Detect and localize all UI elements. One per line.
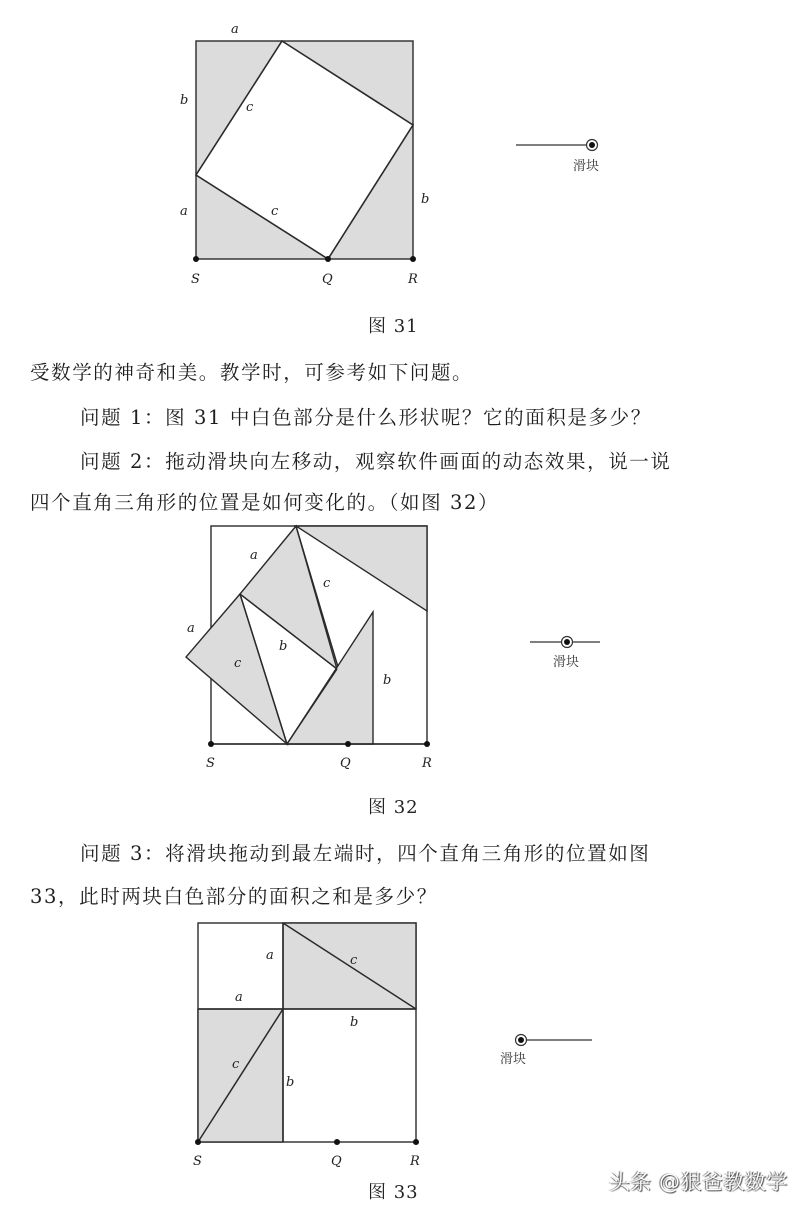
watermark: 头条 @狠爸教数学	[608, 1170, 788, 1194]
text-question-1: 问题 1：图 31 中白色部分是什么形状呢？它的面积是多少？	[80, 406, 652, 429]
text-question-3-line-2: 33，此时两块白色部分的面积之和是多少？	[30, 885, 438, 908]
figure-31-diagram	[193, 41, 416, 262]
fig31-point-r: R	[408, 272, 418, 287]
fig33-label-a-horiz: a	[235, 990, 243, 1005]
fig32-label-b2: b	[383, 673, 392, 688]
figure-32-diagram	[186, 526, 430, 747]
fig31-slider-label: 滑块	[573, 159, 600, 174]
fig32-slider-label: 滑块	[553, 655, 580, 670]
text-question-3-line-1: 问题 3：将滑块拖动到最左端时，四个直角三角形的位置如图	[80, 842, 651, 865]
fig32-label-c2: c	[234, 656, 242, 671]
fig33-slider-label: 滑块	[500, 1052, 527, 1067]
fig32-label-b1: b	[279, 639, 288, 654]
fig33-point-s: S	[193, 1154, 202, 1169]
fig31-label-a-top: a	[231, 22, 239, 37]
fig31-point-s: S	[191, 272, 200, 287]
fig32-point-q: Q	[340, 756, 351, 771]
fig33-label-b-horiz: b	[350, 1015, 359, 1030]
fig32-label-a1: a	[250, 548, 258, 563]
fig32-point-r: R	[422, 756, 432, 771]
fig32-caption: 图 32	[368, 797, 419, 818]
text-line-intro: 受数学的神奇和美。教学时，可参考如下问题。	[30, 361, 474, 384]
fig33-point-q: Q	[331, 1154, 342, 1169]
fig32-point-s: S	[206, 756, 215, 771]
fig33-label-b-vert: b	[286, 1075, 295, 1090]
fig31-label-c-upper: c	[246, 100, 254, 115]
fig33-label-c-lower: c	[232, 1057, 240, 1072]
fig33-label-a-vert: a	[266, 948, 274, 963]
fig31-label-a-left: a	[180, 204, 188, 219]
fig31-label-b-left: b	[180, 93, 189, 108]
figure-33-diagram	[195, 923, 419, 1145]
fig33-point-r: R	[410, 1154, 420, 1169]
fig31-point-q: Q	[322, 272, 333, 287]
fig32-label-a2: a	[187, 621, 195, 636]
text-question-2-line-1: 问题 2：拖动滑块向左移动，观察软件画面的动态效果，说一说	[80, 450, 672, 473]
fig33-caption: 图 33	[368, 1182, 419, 1203]
figure-33-slider[interactable]	[516, 1035, 593, 1046]
fig31-caption: 图 31	[368, 316, 419, 337]
fig33-label-c-upper: c	[350, 953, 358, 968]
fig31-label-c-lower: c	[271, 204, 279, 219]
text-question-2-line-2: 四个直角三角形的位置是如何变化的。（如图 32）	[30, 491, 500, 514]
fig31-label-b-right: b	[421, 192, 430, 207]
figure-31-slider[interactable]	[516, 140, 598, 151]
fig32-label-c1: c	[323, 576, 331, 591]
figure-32-slider[interactable]	[530, 637, 600, 648]
